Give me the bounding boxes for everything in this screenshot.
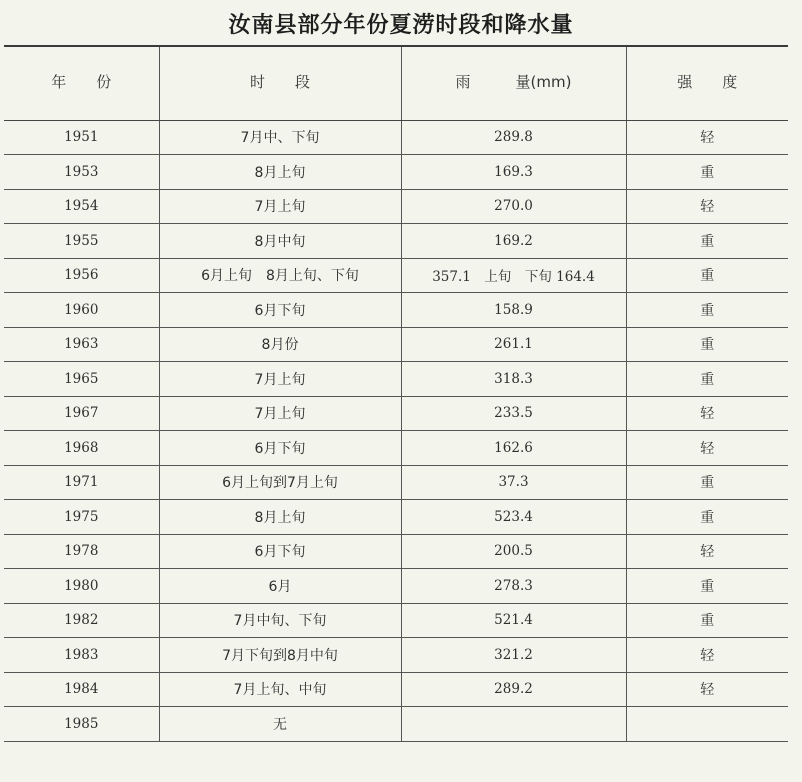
table-row	[4, 431, 788, 466]
rain-cell: 357.1 上旬 下旬 164.4	[401, 258, 626, 293]
header-year: 年 份	[4, 46, 159, 120]
rain-cell: 169.3	[401, 155, 626, 190]
year-cell: 1980	[4, 569, 159, 604]
period-cell: 7月中、下旬	[159, 120, 401, 155]
period-cell: 6月上旬 8月上旬、下旬	[159, 258, 401, 293]
rain-cell: 37.3	[401, 465, 626, 500]
table-header-row	[4, 46, 788, 120]
intensity-cell: 重	[626, 155, 788, 190]
intensity-cell: 重	[626, 362, 788, 397]
period-cell: 7月中旬、下旬	[159, 603, 401, 638]
period-cell: 6月下旬	[159, 431, 401, 466]
year-cell: 1963	[4, 327, 159, 362]
table-row	[4, 362, 788, 397]
rain-cell: 261.1	[401, 327, 626, 362]
header-rain: 雨 量(mm)	[401, 46, 626, 120]
rain-cell: 233.5	[401, 396, 626, 431]
header-intensity: 强 度	[626, 46, 788, 120]
rain-cell: 521.4	[401, 603, 626, 638]
year-cell: 1968	[4, 431, 159, 466]
rain-cell: 289.8	[401, 120, 626, 155]
rain-cell: 270.0	[401, 189, 626, 224]
rain-cell: 278.3	[401, 569, 626, 604]
intensity-cell: 重	[626, 603, 788, 638]
year-cell: 1953	[4, 155, 159, 190]
year-cell: 1951	[4, 120, 159, 155]
year-cell: 1960	[4, 293, 159, 328]
intensity-cell: 轻	[626, 638, 788, 673]
table-row	[4, 120, 788, 155]
table-row	[4, 672, 788, 707]
table-body	[4, 120, 788, 741]
table-row	[4, 327, 788, 362]
year-cell: 1967	[4, 396, 159, 431]
intensity-cell: 轻	[626, 189, 788, 224]
intensity-cell: 重	[626, 224, 788, 259]
intensity-cell: 轻	[626, 431, 788, 466]
period-cell: 7月上旬、中旬	[159, 672, 401, 707]
table-row	[4, 603, 788, 638]
year-cell: 1983	[4, 638, 159, 673]
period-cell: 8月上旬	[159, 155, 401, 190]
intensity-cell	[626, 707, 788, 742]
intensity-cell: 轻	[626, 672, 788, 707]
data-table-container	[4, 45, 788, 742]
intensity-cell: 重	[626, 569, 788, 604]
table-row	[4, 500, 788, 535]
intensity-cell: 重	[626, 327, 788, 362]
table-row	[4, 224, 788, 259]
rain-cell: 321.2	[401, 638, 626, 673]
intensity-cell: 重	[626, 500, 788, 535]
rain-cell: 318.3	[401, 362, 626, 397]
intensity-cell: 轻	[626, 396, 788, 431]
period-cell: 7月上旬	[159, 189, 401, 224]
table-row	[4, 707, 788, 742]
intensity-cell: 轻	[626, 534, 788, 569]
year-cell: 1982	[4, 603, 159, 638]
intensity-cell: 轻	[626, 120, 788, 155]
table-row	[4, 155, 788, 190]
intensity-cell: 重	[626, 465, 788, 500]
period-cell: 6月上旬到7月上旬	[159, 465, 401, 500]
period-cell: 无	[159, 707, 401, 742]
rain-cell: 158.9	[401, 293, 626, 328]
year-cell: 1965	[4, 362, 159, 397]
year-cell: 1978	[4, 534, 159, 569]
period-cell: 8月份	[159, 327, 401, 362]
rain-cell: 523.4	[401, 500, 626, 535]
table-row	[4, 534, 788, 569]
rain-cell: 162.6	[401, 431, 626, 466]
intensity-cell: 重	[626, 258, 788, 293]
period-cell: 8月中旬	[159, 224, 401, 259]
table-row	[4, 189, 788, 224]
year-cell: 1955	[4, 224, 159, 259]
period-cell: 8月上旬	[159, 500, 401, 535]
year-cell: 1954	[4, 189, 159, 224]
year-cell: 1975	[4, 500, 159, 535]
year-cell: 1984	[4, 672, 159, 707]
table-row	[4, 465, 788, 500]
table-row	[4, 396, 788, 431]
table-row	[4, 638, 788, 673]
period-cell: 7月上旬	[159, 396, 401, 431]
year-cell: 1956	[4, 258, 159, 293]
period-cell: 7月上旬	[159, 362, 401, 397]
table-row	[4, 569, 788, 604]
table-row	[4, 293, 788, 328]
rain-cell: 200.5	[401, 534, 626, 569]
rain-cell: 289.2	[401, 672, 626, 707]
period-cell: 7月下旬到8月中旬	[159, 638, 401, 673]
rain-cell	[401, 707, 626, 742]
year-cell: 1971	[4, 465, 159, 500]
page-title: 汝南县部分年份夏涝时段和降水量	[228, 13, 574, 38]
rain-cell: 169.2	[401, 224, 626, 259]
waterlogging-table	[4, 45, 788, 742]
year-cell: 1985	[4, 707, 159, 742]
period-cell: 6月	[159, 569, 401, 604]
period-cell: 6月下旬	[159, 534, 401, 569]
intensity-cell: 重	[626, 293, 788, 328]
header-period: 时 段	[159, 46, 401, 120]
period-cell: 6月下旬	[159, 293, 401, 328]
table-row	[4, 258, 788, 293]
